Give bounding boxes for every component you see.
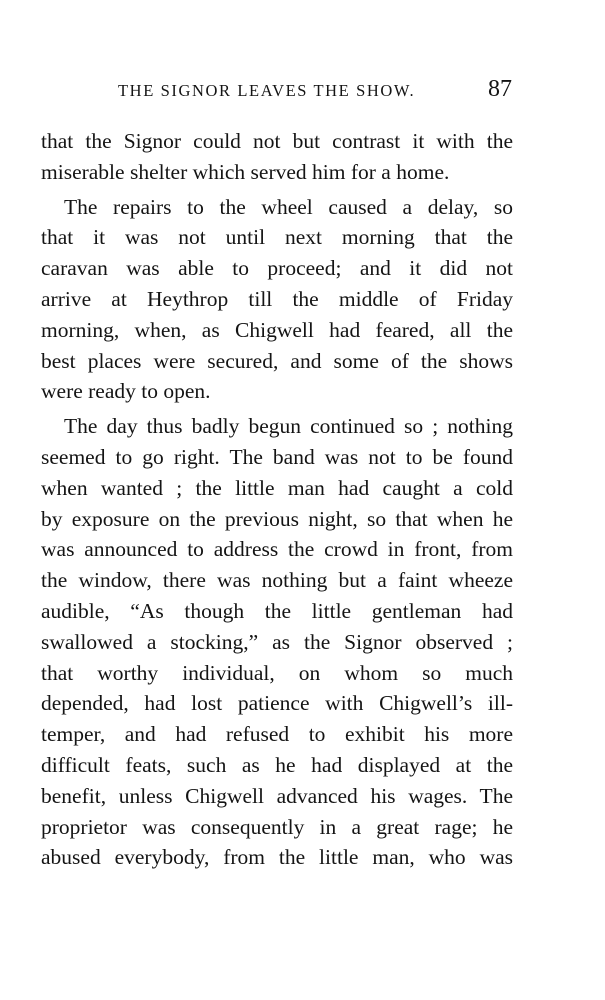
text-line: The day thus badly begun continued so ; nothing [64, 414, 513, 439]
text-line: that it was not until next morning that the [41, 225, 513, 250]
text-line: the window, there was nothing but a faint wheeze [41, 568, 513, 593]
paragraph-repairs [41, 192, 513, 408]
text-line: temper, and had refused to exhibit his more [41, 722, 513, 747]
running-head [118, 76, 512, 107]
text-line: was announced to address the crowd in front, from [41, 537, 513, 562]
text-line: seemed to go right. The band was not to be found [41, 444, 513, 469]
text-line: miserable shelter which served him for a home. [41, 159, 450, 184]
text-line: caravan was able to proceed; and it did not [41, 256, 513, 281]
text-line: when wanted ; the little man had caught a cold [41, 475, 513, 500]
body-text [41, 126, 513, 873]
text-line: morning, when, as Chigwell had feared, all the [41, 317, 513, 342]
text-line: difficult feats, such as he had displayed at the [41, 752, 513, 777]
text-line: arrive at Heythrop till the middle of Friday [41, 286, 513, 311]
text-line: benefit, unless Chigwell advanced his wages. The [41, 783, 513, 808]
text-line: The repairs to the wheel caused a delay, so [64, 194, 513, 219]
page-number: 87 [488, 76, 512, 102]
text-line: proprietor was consequently in a great rage; he [41, 814, 513, 839]
text-line: swallowed a stocking,” as the Signor observed ; [41, 629, 513, 654]
paragraph-bad-day [41, 411, 513, 873]
running-title: THE SIGNOR LEAVES THE SHOW. [118, 81, 416, 100]
text-line: abused everybody, from the little man, who was [41, 845, 513, 870]
text-line: that worthy individual, on whom so much [41, 660, 513, 685]
text-line: best places were secured, and some of the shows [41, 348, 513, 373]
text-line: that the Signor could not but contrast it with the [41, 129, 513, 153]
paragraph-continuation [41, 126, 513, 188]
text-line: depended, had lost patience with Chigwell’s ill- [41, 691, 513, 716]
text-line: were ready to open. [41, 379, 211, 404]
text-line: by exposure on the previous night, so that when he [41, 506, 513, 531]
text-line: audible, “As though the little gentleman had [41, 598, 513, 623]
